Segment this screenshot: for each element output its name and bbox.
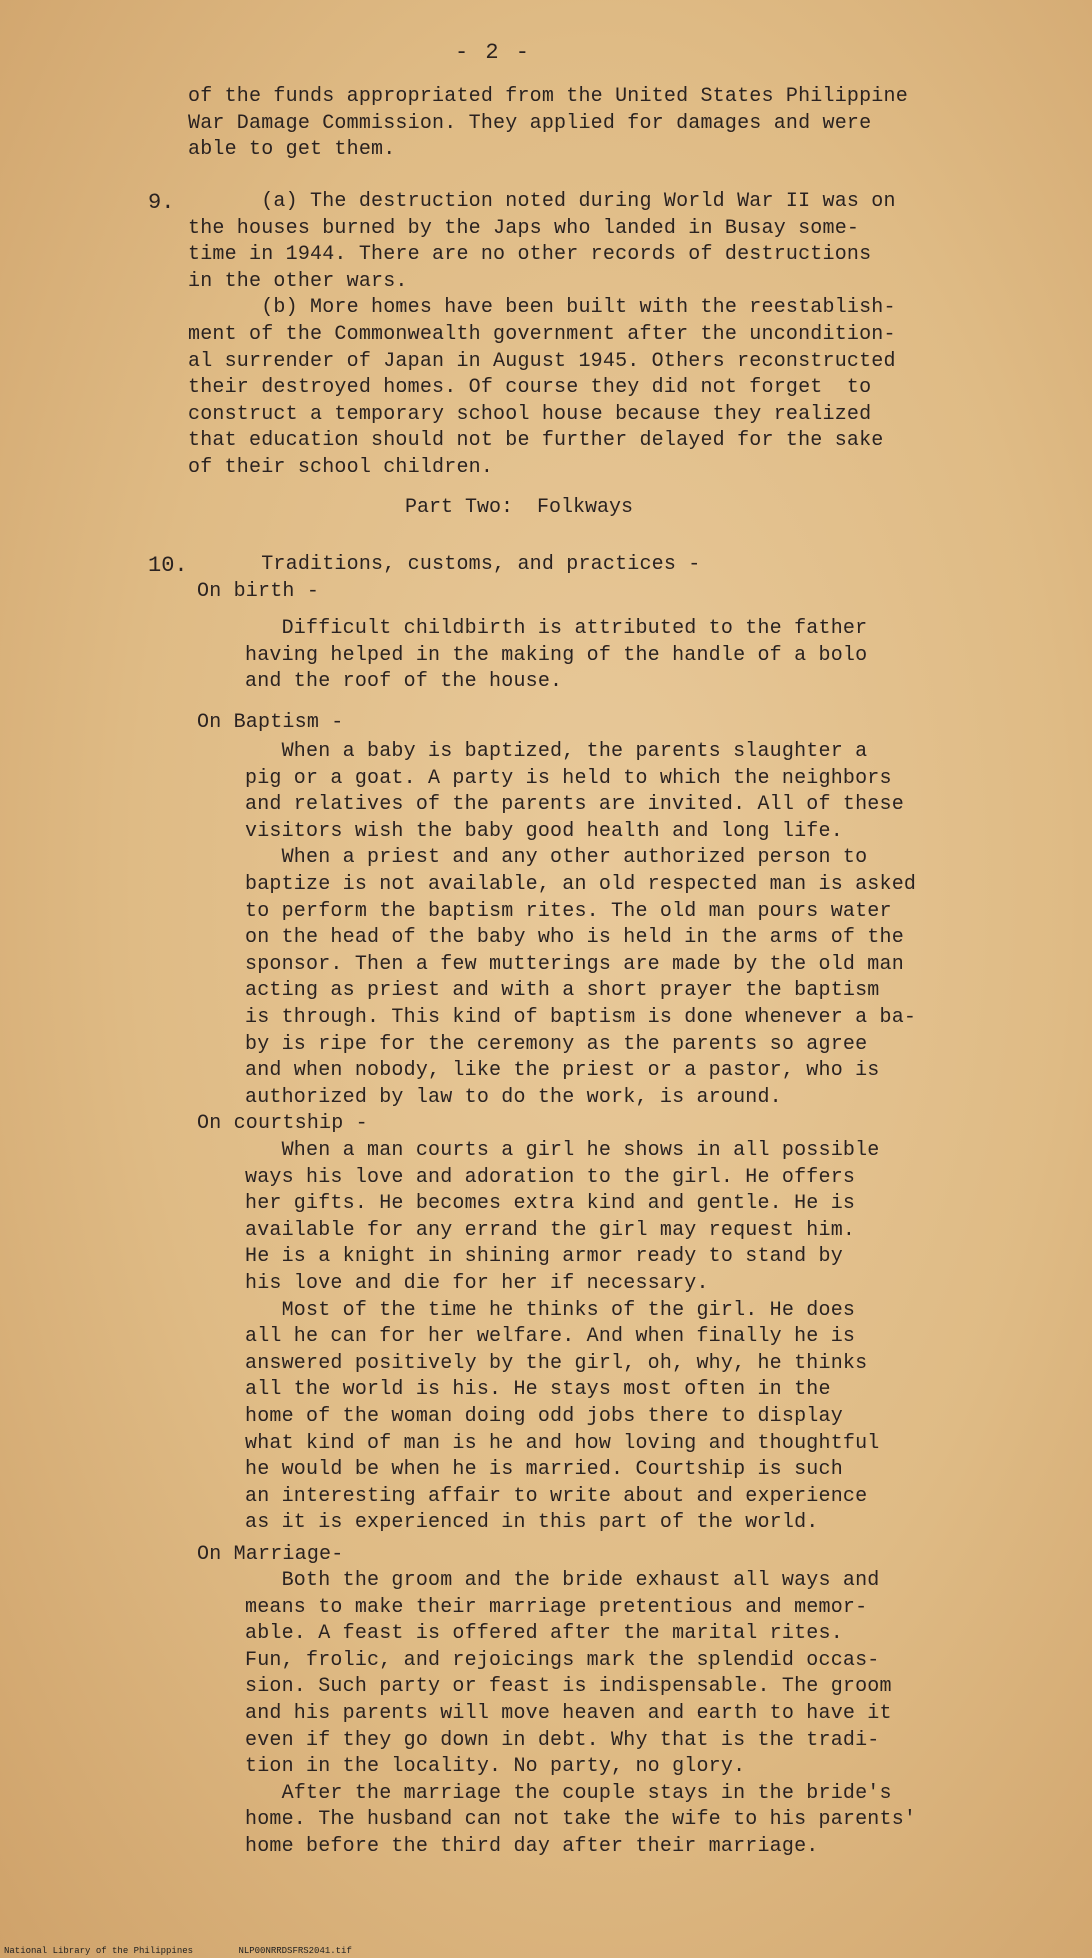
section-line-marriage: Fun, frolic, and rejoicings mark the splendid occas- [245, 1648, 880, 1672]
section-line-baptism: visitors wish the baby good health and long life. [245, 819, 843, 843]
intro-line: of the funds appropriated from the United States Philippine [188, 85, 908, 108]
section-line-baptism: pig or a goat. A party is held to which the neighbors [245, 766, 892, 790]
section-line-baptism: sponsor. Then a few mutterings are made by the old man [245, 952, 904, 976]
section-line-courtship: her gifts. He becomes extra kind and gentle. He is [245, 1192, 856, 1216]
footer-library: National Library of the Philippines [4, 1946, 194, 1956]
section-line-marriage: Both the groom and the bride exhaust all ways and [245, 1569, 880, 1592]
item-9-line: in the other wars. [188, 269, 408, 293]
page-number: - 2 - [455, 40, 532, 65]
section-heading-baptism: On Baptism - [197, 711, 344, 734]
item-9-line: (a) The destruction noted during World War II was on [188, 190, 896, 213]
section-line-marriage: able. A feast is offered after the marital rites. [245, 1622, 843, 1646]
section-line-birth: Difficult childbirth is attributed to the father [245, 617, 868, 640]
section-line-courtship: When a man courts a girl he shows in all possible [245, 1139, 880, 1162]
item-9-line: that education should not be further delayed for the sake [188, 429, 884, 453]
item-10-number: 10. [148, 553, 188, 578]
item-9-line: ment of the Commonwealth government after the uncondition- [188, 323, 896, 346]
section-line-courtship: He is a knight in shining armor ready to stand by [245, 1245, 843, 1269]
section-line-birth: having helped in the making of the handle of a bolo [245, 643, 868, 667]
section-line-baptism: to perform the baptism rites. The old man pours water [245, 899, 892, 923]
section-line-courtship: what kind of man is he and how loving and thoughtful [245, 1431, 880, 1455]
section-line-marriage: means to make their marriage pretentious and memor- [245, 1595, 868, 1619]
section-line-courtship: as it is experienced in this part of the world. [245, 1511, 819, 1535]
section-line-baptism: on the head of the baby who is held in the arms of the [245, 926, 904, 950]
section-line-baptism: acting as priest and with a short prayer the baptism [245, 979, 880, 1003]
section-heading-marriage: On Marriage- [197, 1543, 344, 1566]
section-line-courtship: home of the woman doing odd jobs there to display [245, 1405, 843, 1428]
section-line-baptism: and when nobody, like the priest or a pastor, who is [245, 1059, 880, 1083]
intro-line: able to get them. [188, 138, 396, 162]
item-9-line: (b) More homes have been built with the reestablish- [188, 296, 896, 320]
item-9-line: of their school children. [188, 456, 494, 479]
item-9-line: time in 1944. There are no other records of destructions [188, 243, 872, 267]
section-line-courtship: Most of the time he thinks of the girl. He does [245, 1298, 856, 1322]
section-line-baptism: baptize is not available, an old respected man is asked [245, 873, 917, 896]
section-line-baptism: authorized by law to do the work, is around. [245, 1085, 782, 1109]
item-9-line: the houses burned by the Japs who landed in Busay some- [188, 216, 860, 240]
intro-line: War Damage Commission. They applied for damages and were [188, 111, 872, 135]
section-line-baptism: and relatives of the parents are invited. All of these [245, 793, 904, 817]
part-heading: Part Two: Folkways [405, 496, 634, 519]
section-line-baptism: When a priest and any other authorized person to [245, 846, 868, 870]
section-line-courtship: answered positively by the girl, oh, why, he thinks [245, 1351, 868, 1375]
item-9-line: al surrender of Japan in August 1945. Others reconstructed [188, 349, 896, 373]
section-line-baptism: When a baby is baptized, the parents slaughter a [245, 740, 868, 763]
section-line-marriage: even if they go down in debt. Why that is the tradi- [245, 1728, 880, 1752]
item-9-line: construct a temporary school house because they realized [188, 402, 872, 426]
section-line-marriage: sion. Such party or feast is indispensable. The groom [245, 1675, 892, 1699]
section-line-marriage: home before the third day after their marriage. [245, 1835, 819, 1858]
section-line-baptism: is through. This kind of baptism is done whenever a ba- [245, 1006, 917, 1029]
section-line-courtship: all the world is his. He stays most often in the [245, 1378, 831, 1402]
section-line-baptism: by is ripe for the ceremony as the parents so agree [245, 1032, 868, 1056]
section-heading-courtship: On courtship - [197, 1112, 368, 1135]
section-line-courtship: available for any errand the girl may request him. [245, 1218, 856, 1242]
section-line-marriage: and his parents will move heaven and earth to have it [245, 1702, 892, 1725]
section-line-courtship: an interesting affair to write about and experience [245, 1484, 868, 1508]
section-line-birth: and the roof of the house. [245, 670, 563, 694]
footer-file: NLP00NRRDSFRS2041.tif [238, 1946, 352, 1956]
item-10-title: Traditions, customs, and practices - [188, 553, 701, 576]
section-line-courtship: ways his love and adoration to the girl. He offers [245, 1165, 856, 1189]
section-heading-birth: On birth - [197, 580, 320, 603]
section-line-marriage: tion in the locality. No party, no glory. [245, 1755, 746, 1779]
item-9-number: 9. [148, 190, 175, 215]
section-line-marriage: After the marriage the couple stays in the bride's [245, 1781, 892, 1805]
section-line-marriage: home. The husband can not take the wife to his parents' [245, 1808, 917, 1832]
footer [4, 1946, 392, 1956]
section-line-courtship: all he can for her welfare. And when finally he is [245, 1325, 856, 1349]
section-line-courtship: his love and die for her if necessary. [245, 1272, 709, 1295]
section-line-courtship: he would be when he is married. Courtship is such [245, 1458, 843, 1482]
item-9-line: their destroyed homes. Of course they did not forget to [188, 376, 872, 400]
